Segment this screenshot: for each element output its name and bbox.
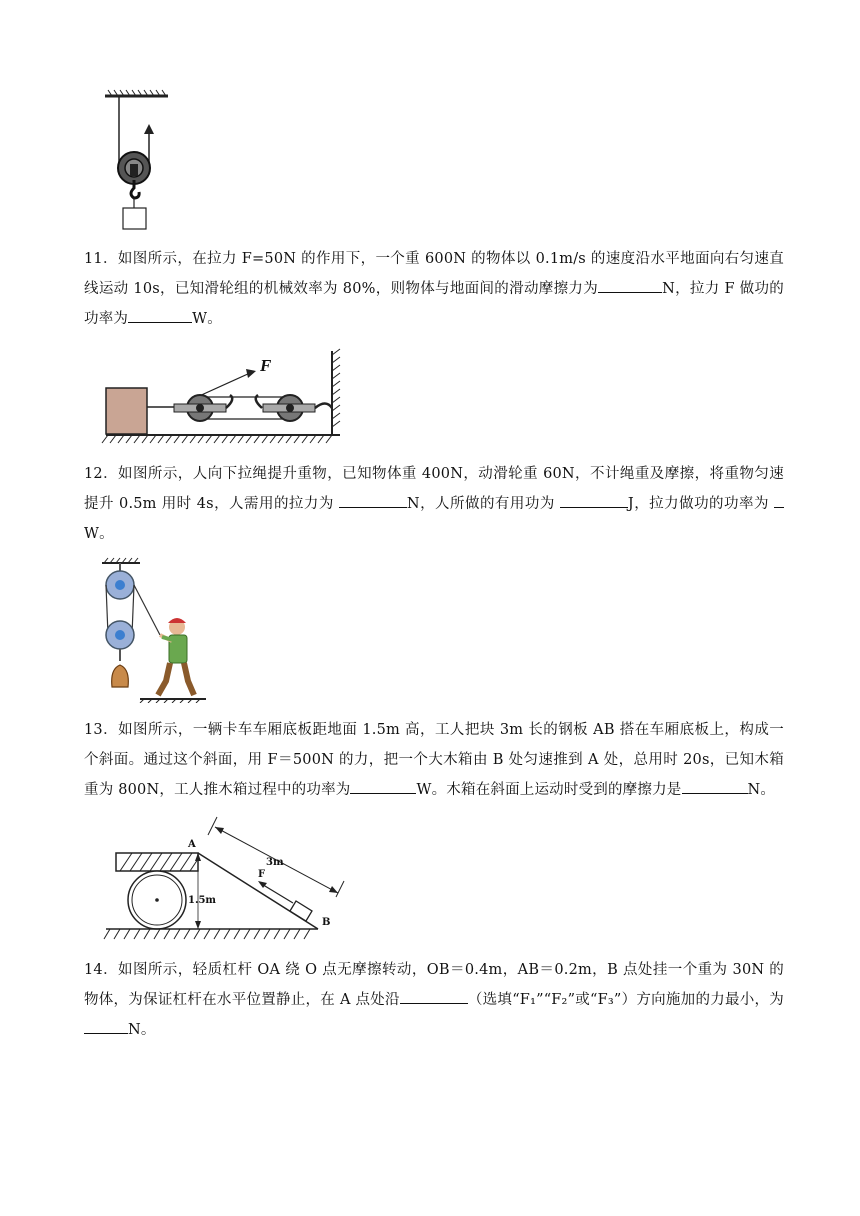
question-number: 14． <box>84 962 119 978</box>
question-number: 11． <box>84 251 118 267</box>
label-b: B <box>322 917 331 928</box>
label-length: 3m <box>266 857 284 868</box>
question-number: 13． <box>84 722 119 738</box>
label-f: F <box>258 869 266 880</box>
answer-blank[interactable] <box>128 306 192 323</box>
answer-blank[interactable] <box>774 491 784 508</box>
answer-blank[interactable] <box>682 777 748 794</box>
question-14: 14．如图所示，轻质杠杆 OA 绕 O 点无摩擦转动，OB＝0.4m，AB＝0.2m，B 点处挂一个重为 30N 的物体，为保证杠杆在水平位置静止，在 A 点处沿 （选填“F₁”“F₂”或“F₃”）方向施加的力最小，为N。 <box>84 962 784 1038</box>
answer-blank[interactable] <box>339 491 407 508</box>
label-a: A <box>188 839 196 850</box>
question-13: 13．如图所示，一辆卡车车厢底板距地面 1.5m 高，工人把块 3m 长的钢板 AB 搭在车厢底板上，构成一个斜面。通过这个斜面，用 F＝500N 的力，把一个大木箱由 B 处匀速推到 A 处，总用时 20s，已知木箱重为 800N，工人推木箱过程中的功率为 W。木箱在斜面上运动时受到的摩擦力是 N。 <box>84 722 784 798</box>
answer-blank[interactable] <box>598 276 662 293</box>
answer-blank[interactable] <box>84 1017 128 1034</box>
answer-blank[interactable] <box>350 777 416 794</box>
pulley-system-figure <box>100 345 350 450</box>
question-number: 12． <box>84 466 119 482</box>
answer-blank[interactable] <box>560 491 628 508</box>
question-11: 11．如图所示，在拉力 F=50N 的作用下，一个重 600N 的物体以 0.1m/s 的速度沿水平地面向右匀速直线运动 10s，已知滑轮组的机械效率为 80%，则物体与地面间的滑动摩擦力为 N，拉力 F 做功的功率为 W。 <box>84 251 784 327</box>
question-12: 12．如图所示，人向下拉绳提升重物，已知物体重 400N，动滑轮重 60N，不计绳重及摩擦，将重物匀速提升 0.5m 用时 4s，人需用的拉力为 N，人所做的有用功为 J，拉力做功的功率为 W。 <box>84 466 784 542</box>
answer-blank[interactable] <box>400 987 468 1004</box>
person-pulling-figure <box>100 557 210 703</box>
force-label: F <box>260 356 272 375</box>
incline-figure <box>100 813 350 945</box>
label-height: 1.5m <box>188 895 216 906</box>
pulley-figure-top <box>100 88 180 233</box>
